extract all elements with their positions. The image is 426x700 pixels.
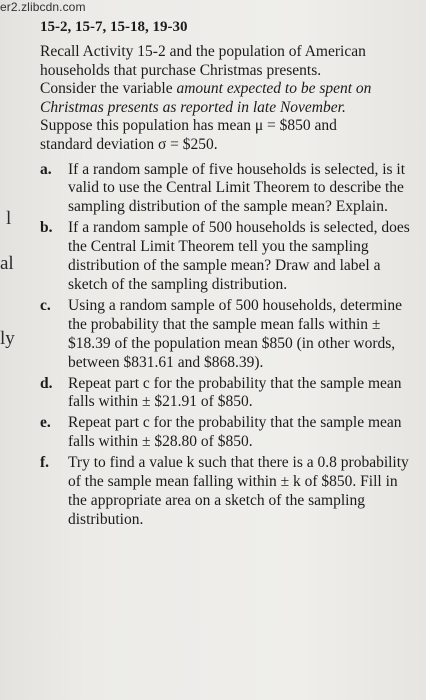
intro-text: Recall Activity 15-2 and the population of American households that purchase Christmas presents. Consider the variable bbox=[40, 43, 366, 98]
source-url: er2.zlibcdn.com bbox=[0, 0, 86, 14]
part-a bbox=[40, 161, 420, 218]
intro-variable: amount expected to be spent on Christmas presents as reported in late November. bbox=[40, 80, 372, 116]
part-letter: b. bbox=[40, 219, 53, 237]
exercise-numbers: 15-2, 15-7, 15-18, 19-30 bbox=[40, 19, 188, 35]
exercise-intro bbox=[40, 43, 380, 155]
part-c bbox=[40, 297, 420, 373]
part-e bbox=[40, 414, 420, 452]
margin-fragment: al bbox=[0, 253, 14, 274]
margin-fragment: ly bbox=[0, 328, 15, 349]
part-letter: a. bbox=[40, 160, 52, 178]
part-letter: d. bbox=[40, 374, 53, 392]
part-f bbox=[40, 454, 420, 530]
part-letter: c. bbox=[40, 296, 51, 314]
exercise-block bbox=[40, 17, 420, 532]
exercise-parts bbox=[40, 161, 420, 530]
part-letter: e. bbox=[40, 414, 51, 432]
part-b bbox=[40, 219, 420, 295]
part-text: Repeat part c for the probability that the sample mean falls within ± $28.80 of $850. bbox=[68, 414, 402, 451]
part-text: If a random sample of five households is selected, is it valid to use the Central Limit Theorem to describe the sampling distribution of the sample mean? Explain. bbox=[68, 160, 406, 216]
part-letter: f. bbox=[40, 454, 50, 472]
part-d bbox=[40, 375, 420, 413]
intro-text-parameters: Suppose this population has mean μ = $850 and standard deviation σ = $250. bbox=[40, 117, 337, 153]
part-text: Using a random sample of 500 households, determine the probability that the sample mean falls within ± $18.39 of the population mean $850 (in other words, between $831.61 and $868.39). bbox=[68, 296, 403, 371]
margin-fragment: l bbox=[6, 208, 12, 229]
part-text: If a random sample of 500 households is selected, does the Central Limit Theorem tell you the sampling distribution of the sample mean? Draw and label a sketch of the sampling distribution. bbox=[68, 219, 410, 293]
part-text: Repeat part c for the probability that the sample mean falls within ± $21.91 of $850. bbox=[68, 374, 402, 411]
part-text: Try to find a value k such that there is a 0.8 probability of the sample mean falling within ± k of $850. Fill in the appropriate area on a sketch of the sampling distribution. bbox=[68, 454, 409, 528]
